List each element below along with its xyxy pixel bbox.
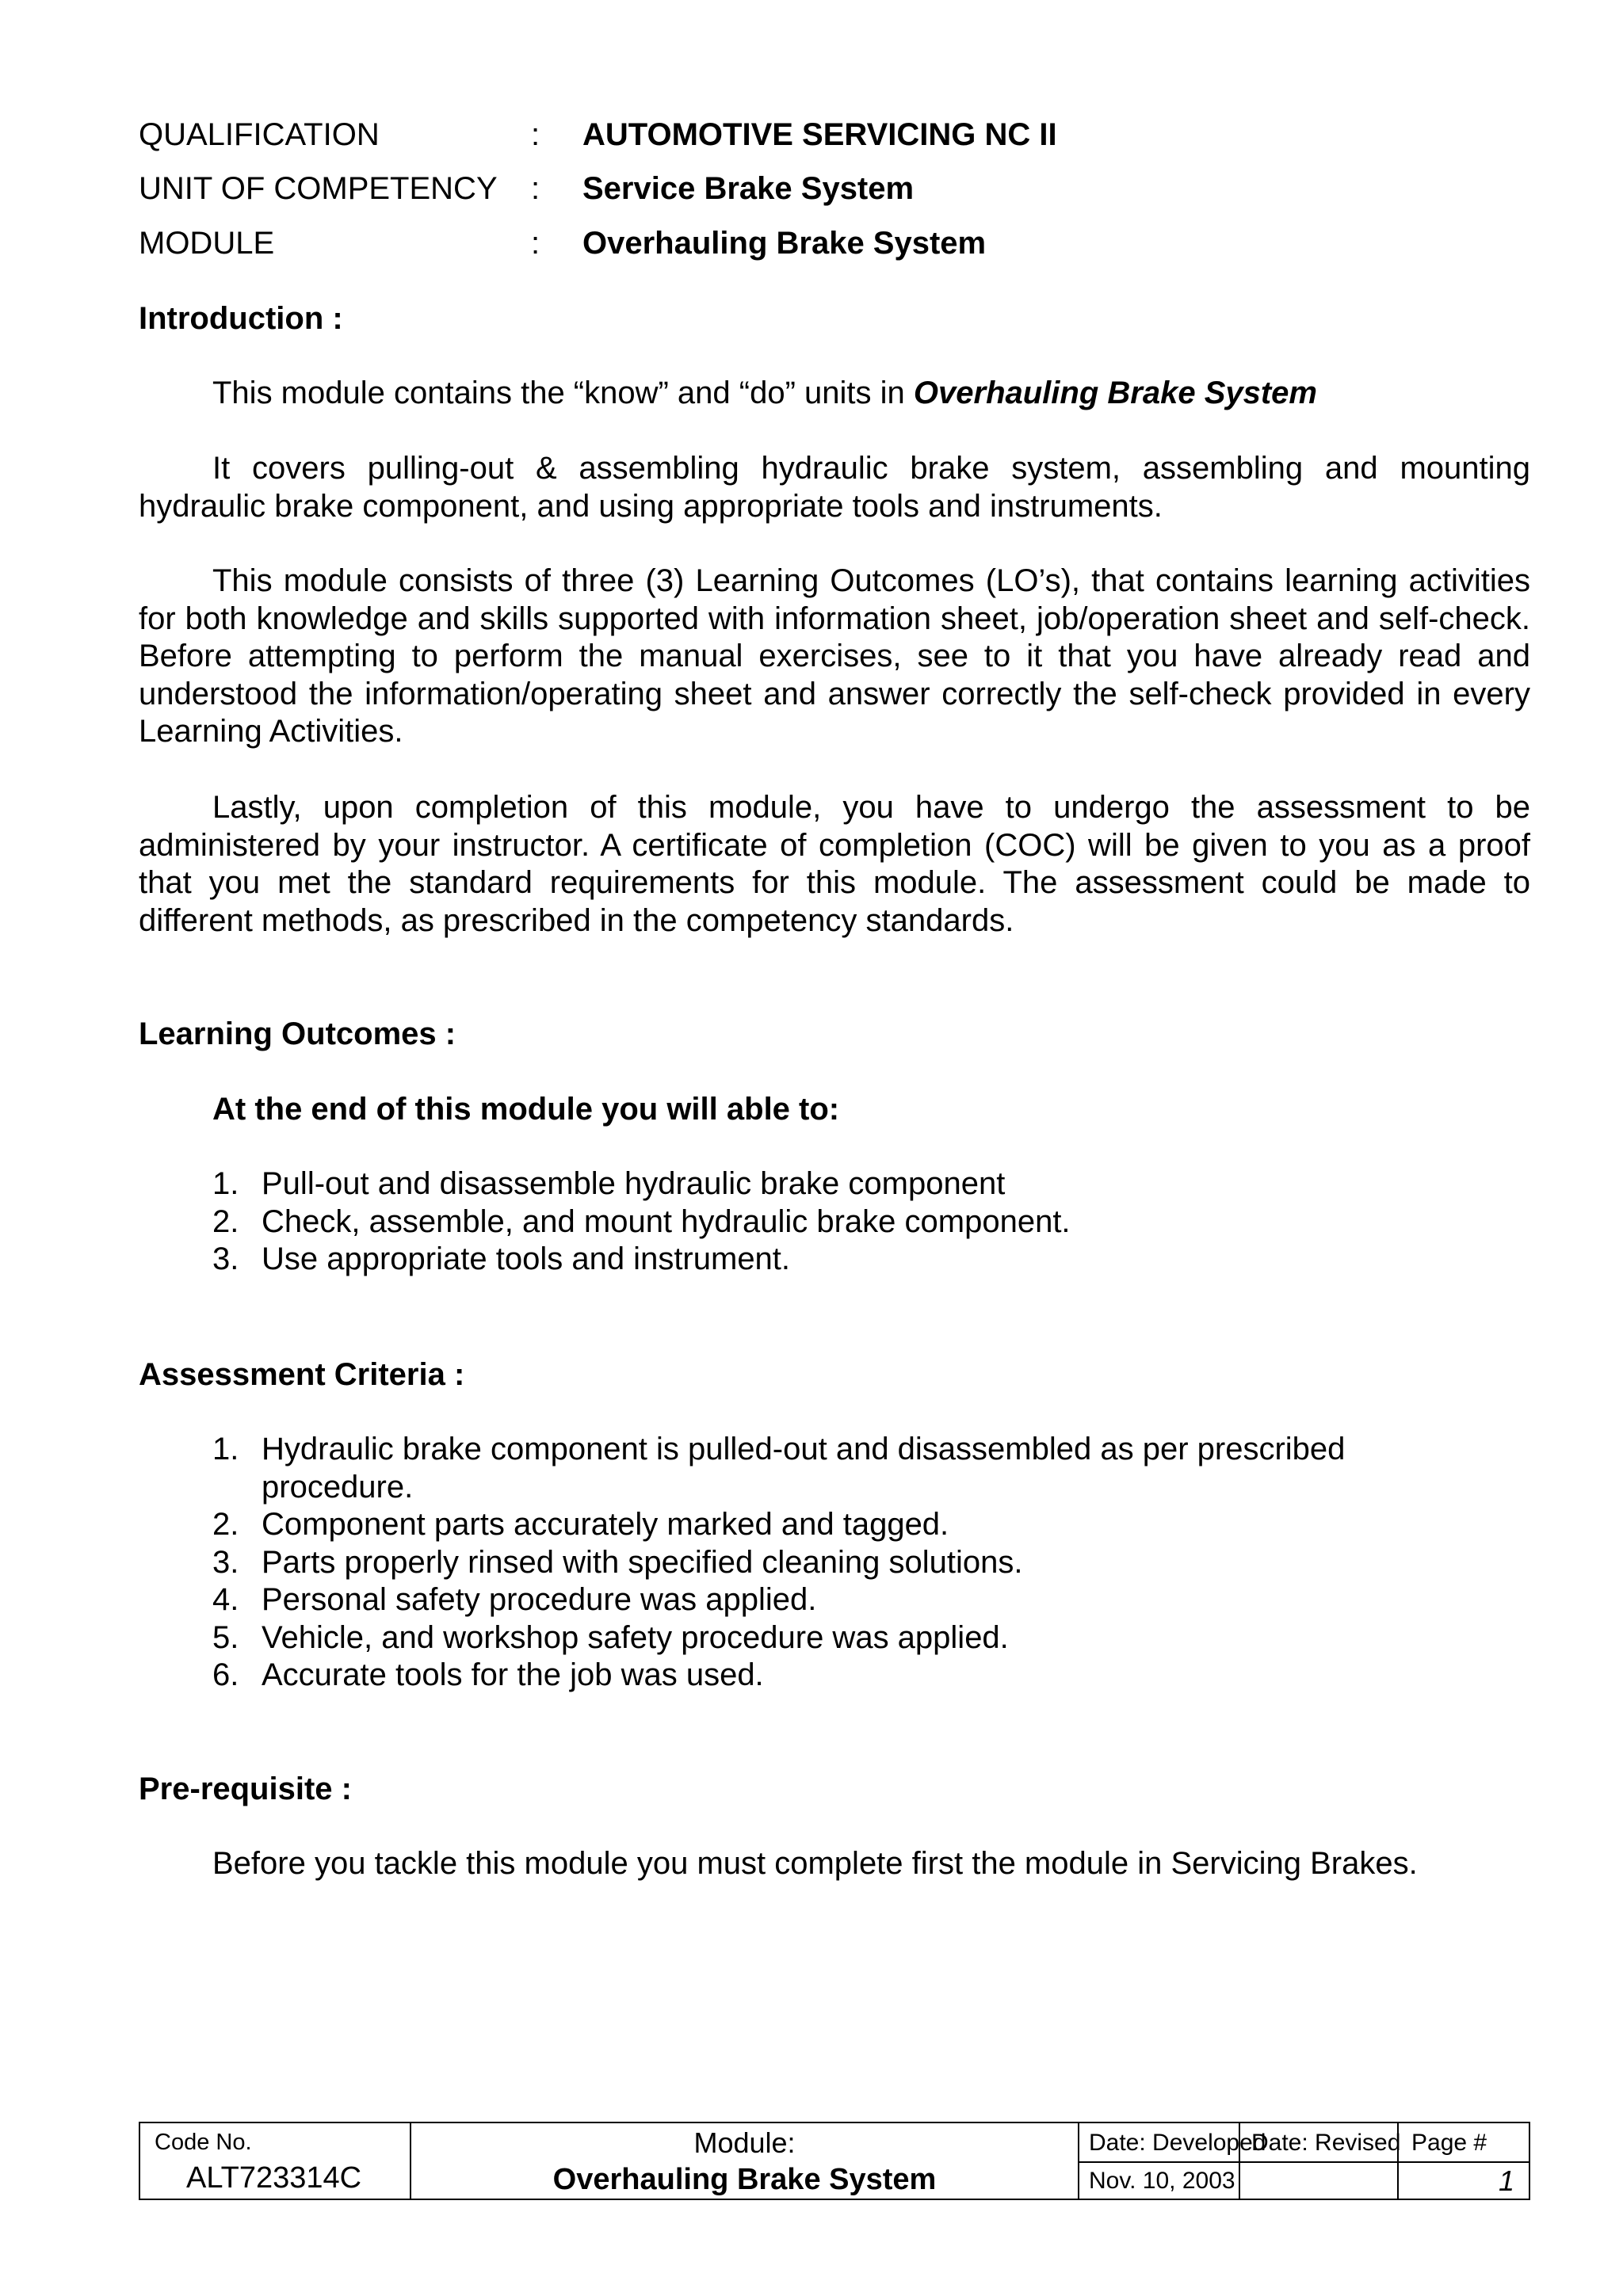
list-item: 5. Vehicle, and workshop safety procedure was applied. [212,1619,1009,1655]
assessment-criteria-list [212,1431,1496,1695]
colon: : [531,171,540,206]
intro-paragraph-2: It covers pulling-out & assembling hydraulic brake system, assembling and mounting hydraulic brake component, and using appropriate tools and instruments. [139,451,1530,524]
code-value: ALT723314C [186,2161,362,2195]
learning-outcomes-list [212,1165,1496,1279]
unit-value: Service Brake System [582,171,915,206]
footer-module-label: Module: [693,2126,796,2159]
footer-page-cell [1397,2123,1529,2199]
assessment-criteria-heading: Assessment Criteria : [139,1357,465,1392]
unit-label: UNIT OF COMPETENCY [139,171,498,206]
prerequisite-heading: Pre-requisite : [139,1772,352,1806]
footer-module-value: Overhauling Brake System [552,2163,937,2196]
date-developed-label: Date: Developed [1089,2130,1266,2156]
learning-outcomes-subheading: At the end of this module you will able to: [212,1092,840,1127]
date-revised-label: Date: Revised [1251,2130,1401,2156]
footer-code-cell [140,2123,410,2199]
footer-date-developed-cell [1078,2123,1266,2199]
intro-p1-text: This module contains the “know” and “do” units in [212,376,914,410]
introduction-heading: Introduction : [139,301,343,336]
qualification-value: AUTOMOTIVE SERVICING NC II [582,117,1057,152]
list-item: 3. Use appropriate tools and instrument. [212,1241,791,1276]
list-item: 3. Parts properly rinsed with specified cleaning solutions. [212,1544,1023,1580]
divider [1399,2161,1529,2163]
intro-paragraph-1 [139,375,1530,413]
intro-paragraph-4: Lastly, upon completion of this module, you have to undergo the assessment to be administered by your instructor. A certificate of completion (COC) will be given to you as a proof that you met the standard requirements for this module. The assessment could be made to different methods, as prescribed in the competency standards. [139,790,1530,938]
list-item: 2. Check, assemble, and mount hydraulic brake component. [212,1203,1071,1239]
list-item: 4. Personal safety procedure was applied. [212,1582,817,1617]
intro-paragraph-3: This module consists of three (3) Learning Outcomes (LO’s), that contains learning activities for both knowledge and skills supported with information sheet, job/operation sheet and self-check. Before attempting to perform the manual exercises, see to it that you have already read and understood the information/operating sheet and answer correctly the self-check provided in every Learning Activities. [139,563,1530,749]
divider [1079,2161,1239,2163]
learning-outcomes-heading: Learning Outcomes : [139,1016,456,1051]
footer-table [139,2122,1530,2200]
module-value: Overhauling Brake System [582,226,987,261]
page-number: 1 [1498,2164,1514,2197]
list-item: 1. Hydraulic brake component is pulled-out and disassembled as per prescribed procedure. [212,1432,1346,1505]
qualification-label: QUALIFICATION [139,117,380,152]
footer-date-revised-cell [1239,2123,1401,2199]
prerequisite-text: Before you tackle this module you must complete first the module in Servicing Brakes. [212,1846,1418,1881]
module-label: MODULE [139,226,275,261]
footer-module-cell [410,2123,1078,2199]
colon: : [531,226,540,261]
intro-p1-emphasis: Overhauling Brake System [913,376,1317,410]
list-item: 6. Accurate tools for the job was used. [212,1657,764,1692]
page-label: Page # [1411,2130,1487,2156]
code-label: Code No. [155,2130,252,2155]
date-developed-value: Nov. 10, 2003 [1089,2168,1235,2194]
divider [1240,2161,1397,2163]
list-item: 1. Pull-out and disassemble hydraulic brake component [212,1166,1006,1201]
list-item: 2. Component parts accurately marked and tagged. [212,1507,949,1542]
colon: : [531,117,540,152]
